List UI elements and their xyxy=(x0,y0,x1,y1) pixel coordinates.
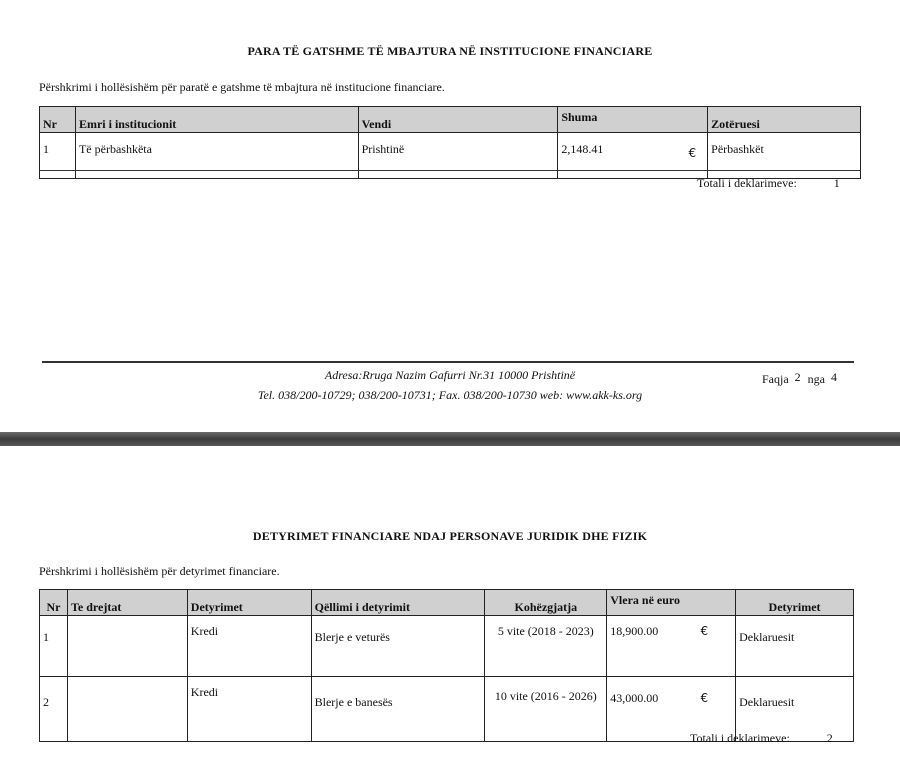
cell-place: Prishtinë xyxy=(358,133,558,179)
cash-table xyxy=(39,106,861,179)
euro-icon: € xyxy=(700,624,709,638)
column-header-amount: Shuma xyxy=(558,107,708,133)
table-row xyxy=(40,133,861,179)
column-header-value: Vlera në euro xyxy=(607,590,736,616)
cell-purpose: Blerje e veturës xyxy=(311,616,485,677)
cell-holder: Deklaruesit xyxy=(736,616,854,677)
euro-icon: € xyxy=(700,691,709,705)
page-break-gap xyxy=(0,432,900,446)
section-description-cash: Përshkrimi i hollësishëm për paratë e gatshme të mbajtura në institucione financiare. xyxy=(39,80,445,94)
cell-amount xyxy=(558,133,708,179)
euro-icon: € xyxy=(688,146,697,160)
cell-rights xyxy=(67,677,187,742)
page-total: 4 xyxy=(831,370,837,384)
cell-obligation: Kredi xyxy=(187,677,311,742)
footer-address: Adresa:Rruga Nazim Gafurri Nr.31 10000 Prishtinë xyxy=(324,368,576,382)
total-declarations-cash xyxy=(697,176,840,191)
cell-institution: Të përbashkëta xyxy=(75,133,358,179)
cell-holder: Deklaruesit xyxy=(736,677,854,742)
table-header-row xyxy=(40,107,861,133)
amount-value: 2,148.41 xyxy=(561,142,604,156)
column-header-obligations: Detyrimet xyxy=(187,590,311,616)
cell-purpose: Blerje e banesës xyxy=(311,677,485,742)
cell-nr: 1 xyxy=(40,133,76,179)
cell-nr: 2 xyxy=(40,677,68,742)
section-description-liabilities: Përshkrimi i hollësishëm për detyrimet financiare. xyxy=(39,564,280,578)
value-amount: 18,900.00 xyxy=(610,624,659,638)
cell-duration: 10 vite (2016 - 2026) xyxy=(485,677,607,742)
footer-divider xyxy=(42,361,854,363)
total-declarations-liabilities xyxy=(690,731,833,746)
table-header-row xyxy=(40,590,854,616)
cell-obligation: Kredi xyxy=(187,616,311,677)
column-header-nr: Nr xyxy=(40,590,68,616)
cell-owner: Përbashkët xyxy=(708,133,861,179)
column-header-holder: Detyrimet xyxy=(736,590,854,616)
cell-nr: 1 xyxy=(40,616,68,677)
column-header-institution: Emri i institucionit xyxy=(75,107,358,133)
column-header-owner: Zotëruesi xyxy=(708,107,861,133)
table-row xyxy=(40,616,854,677)
page-current: 2 xyxy=(794,370,801,384)
cell-duration: 5 vite (2018 - 2023) xyxy=(485,616,607,677)
column-header-purpose: Qëllimi i detyrimit xyxy=(311,590,485,616)
page-indicator xyxy=(762,372,841,387)
value-amount: 43,000.00 xyxy=(610,691,659,705)
section-title-cash: PARA TË GATSHME TË MBAJTURA NË INSTITUCIONE FINANCIARE xyxy=(247,44,653,58)
footer-contact: Tel. 038/200-10729; 038/200-10731; Fax. 038/200-10730 web: www.akk-ks.org xyxy=(257,388,643,402)
total-value: 2 xyxy=(826,731,833,745)
cell-value xyxy=(607,616,736,677)
column-header-rights: Te drejtat xyxy=(67,590,187,616)
column-header-nr: Nr xyxy=(40,107,76,133)
page-label: Faqja xyxy=(762,372,789,386)
table-bottom-rule xyxy=(39,170,861,171)
total-label: Totali i deklarimeve: xyxy=(690,731,790,745)
section-title-liabilities: DETYRIMET FINANCIARE NDAJ PERSONAVE JURIDIK DHE FIZIK xyxy=(252,529,648,543)
cell-rights xyxy=(67,616,187,677)
column-header-place: Vendi xyxy=(358,107,558,133)
total-label: Totali i deklarimeve: xyxy=(697,176,797,190)
page-separator: nga xyxy=(807,372,825,386)
liabilities-table xyxy=(39,589,854,742)
total-value: 1 xyxy=(833,176,840,190)
column-header-duration: Kohëzgjatja xyxy=(485,590,607,616)
